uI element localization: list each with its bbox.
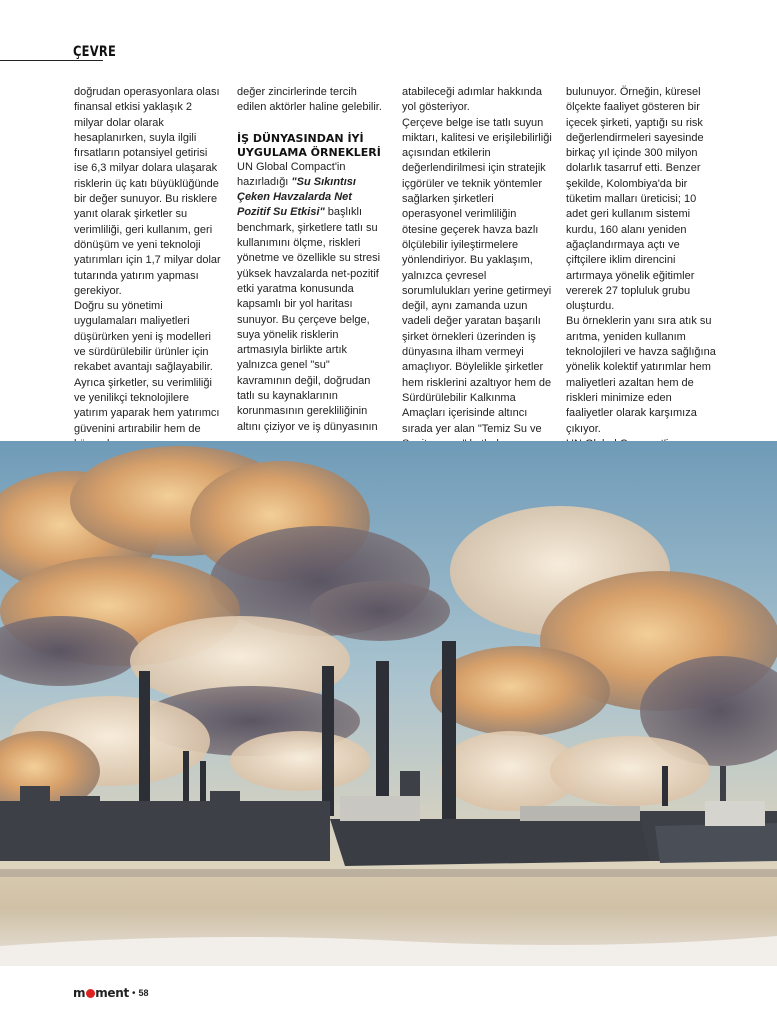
paragraph: bulunuyor. Örneğin, küresel ölçekte faaliyet gösteren bir içecek şirketi, yaptığı su risk değerlendirmeleri sayesinde birkaç yıl içinde 300 milyon dolarlık tasarruf etti. Benzer şekilde, Kolombiya'da bir tüketim malları üreticisi; 10 adet geri kullanım sistemi kurdu, 160 alanı yeniden ağaçlandırmaya açtı ve çiftçilere iklim direncini artırmaya yönelik eğitimler vererek 27 topluluk grubu oluşturdu. — [566, 86, 704, 313]
page-number: 58 — [138, 988, 149, 998]
logo-dot-icon — [86, 989, 95, 998]
paragraph: atabileceği adımlar hakkında yol gösteriyor. — [402, 86, 543, 114]
report-title-emphasis: "Su Sıkıntısı Çeken Havzalarda Net Pozitif Su Etkisi" — [237, 175, 356, 219]
paragraph: doğrudan operasyonlara olası finansal etkisi yaklaşık 2 milyar dolar olarak hesaplanırken, suyla ilgili fırsatların potansiyel getirisi ise 6,3 milyar dolara ulaşarak risklerin üç katı büyüklüğünde bir değer sunuyor. Bu risklere yanıt olarak şirketler su verimliliği, geri kullanım, geri dönüşüm ve yeni teknoloji yatırımları için 1,7 milyar dolar tutarında yatırım yapması gerekiyor. — [74, 86, 221, 297]
column-1 — [74, 85, 224, 452]
subheading: İŞ DÜNYASINDAN İYİ UYGULAMA ÖRNEKLERİ — [237, 131, 381, 159]
logo-text-end: ment — [95, 986, 129, 1000]
page-footer — [73, 986, 148, 1000]
column-2 — [237, 85, 387, 435]
ships — [330, 796, 777, 866]
paragraph: değer zincirlerinde tercih edilen aktörler haline gelebilir. — [237, 86, 382, 114]
section-label: ÇEVRE — [73, 44, 117, 60]
text-run: UN Global Compact'in hazırladığı — [237, 160, 346, 188]
magazine-logo — [73, 986, 129, 1000]
paragraph: Çerçeve belge ise tatlı suyun miktarı, kalitesi ve erişilebilirliği açısından etkilerin değerlendirilmesi için stratejik içgörüler ve teknik yöntemler sağlarken şirketleri operasyonel verimliliğin ötesine geçerek havza bazlı ölçülebilir iyileştirmelere yönlendiriyor. Bu yaklaşım, yalnızca çevresel sorumlulukları yerine getirmeyi değil, aynı zamanda uzun vadeli değer yaratan başarılı şirket örnekleri üzerinden iş dünyasına ilham vermeyi amaçlıyor. Böylelikle şirketler hem risklerini azaltıyor hem de Sürdürülebilir Kalkınma Amaçları içerisinde altıncı sırada yer alan "Temiz Su ve — [402, 116, 552, 435]
text-run: başlıklı benchmark, şirketlere tatlı su kullanımını ölçme, riskleri yönetme ve özellikle su stresi yüksek havzalarda net-pozitif etki yaratma konusunda kapsamlı bir yol haritası sunuyor. Bu çerçeve belge, suya yönelik risklerin artmasıyla birlikte artık yalnızca genel "su" kavramının değil, doğrudan tatlı su kaynaklarının korunmasının gerekliliğinin altını çiziyor ve iş dünyasının — [237, 206, 381, 433]
paragraph: Doğru su yönetimi uygulamaları maliyetleri düşürürken yeni iş modelleri ve sürdürülebilir ürünler için rekabet avantajı sağlayabilir. Ayrıca şirketler, su verimliliği ve yenilikçi teknolojilere yatırım yaparak hem yatırımcı güvenini artırabilir hem de — [74, 300, 220, 435]
industrial-smokestacks-photo — [0, 441, 777, 966]
paragraph: Bu örneklerin yanı sıra atık su arıtma, yeniden kullanım teknolojileri ve havza sağlığına yönelik kolektif yatırımlar hem maliyetleri azaltan hem de riskleri minimize eden faaliyetler olarak karşımıza çıkıyor. — [566, 315, 716, 435]
section-rule — [0, 60, 103, 61]
paragraph — [237, 160, 387, 435]
article-body — [74, 85, 734, 435]
column-3 — [402, 85, 552, 452]
column-4 — [566, 85, 716, 452]
logo-text-start: m — [73, 986, 86, 1000]
footer-separator: • — [131, 987, 136, 999]
